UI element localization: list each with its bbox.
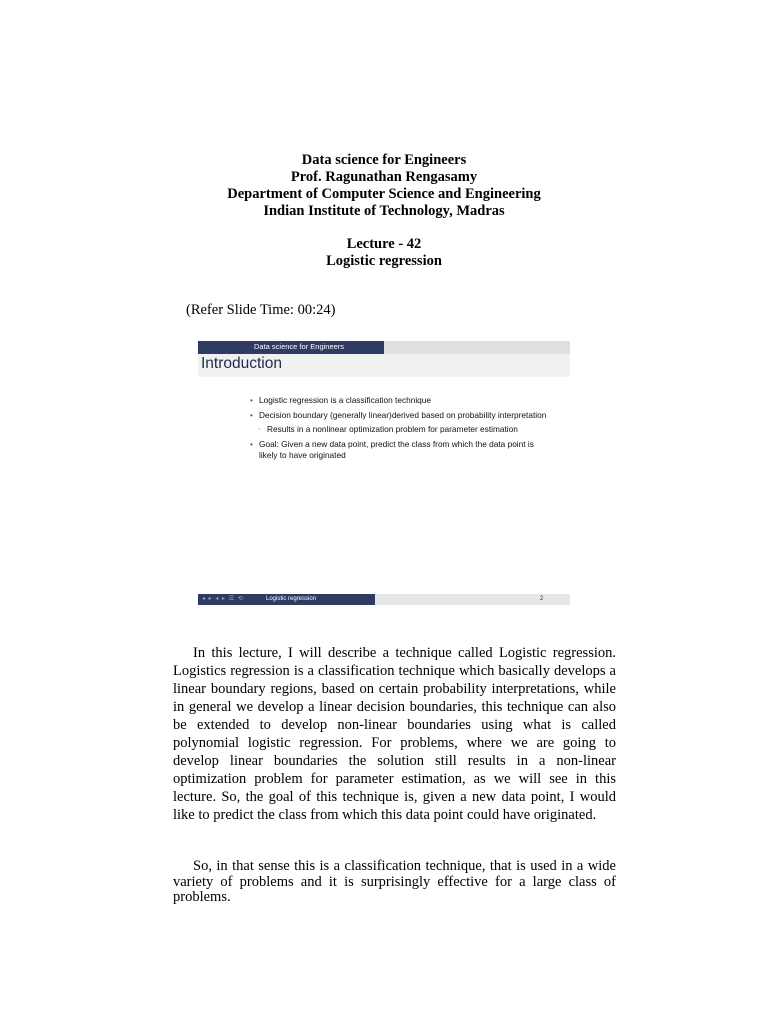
- slide-bullet: • Goal: Given a new data point, predict the class from which the data point is likely to have originated: [250, 438, 534, 460]
- bullet-icon: •: [250, 409, 253, 420]
- slide-title: Introduction: [201, 355, 282, 372]
- slide-page-number: 2: [540, 595, 544, 602]
- slide-bullet: • Decision boundary (generally linear)derived based on probability interpretation: [250, 409, 547, 420]
- slide-sub-bullet: ◦ Results in a nonlinear optimization problem for parameter estimation: [258, 424, 518, 434]
- lecture-number: Lecture - 42: [346, 236, 422, 252]
- lecture-title: Logistic regression: [326, 253, 442, 269]
- document-header: [0, 152, 768, 220]
- body-paragraph: So, in that sense this is a classification technique, that is used in a wide variety of problems and it is surprisingly effective for a large class of problems.: [173, 858, 616, 905]
- slide-bullet-list: [250, 395, 550, 465]
- slide-nav-icons: ◂ ▸ ◂ ▸ ☰ ⟲: [202, 596, 244, 602]
- lecture-heading: [0, 236, 768, 270]
- institute-name: Indian Institute of Technology, Madras: [263, 203, 505, 219]
- bullet-icon: •: [250, 395, 253, 405]
- slide-header-label: Data science for Engineers: [254, 342, 345, 351]
- refer-slide-time: (Refer Slide Time: 00:24): [186, 302, 336, 318]
- bullet-icon: •: [250, 438, 253, 449]
- professor-name: Prof. Ragunathan Rengasamy: [290, 169, 478, 185]
- slide-footer-label: Logistic regression: [266, 595, 317, 602]
- slide-image: [198, 341, 570, 605]
- department-name: Department of Computer Science and Engineering: [227, 186, 541, 202]
- body-paragraph: In this lecture, I will describe a technique called Logistic regression. Logistics regression is a classification technique which basically develops a linear boundary regions, based on certain probability interpretations, while in general we develop a linear decision boundaries, this technique can also be extended to develop non-linear boundaries using what is called polynomial logistic regression. For problems, where we are going to develop linear boundaries the solution still results in a non-linear optimization problem for parameter estimation, as we will see in this lecture. So, the goal of this technique is, given a new data point, I would like to predict the class from which this data point could have originated.: [173, 645, 616, 823]
- course-name: Data science for Engineers: [301, 152, 467, 168]
- sub-bullet-icon: ◦: [258, 426, 261, 433]
- slide-bullet: • Logistic regression is a classification technique: [250, 395, 432, 405]
